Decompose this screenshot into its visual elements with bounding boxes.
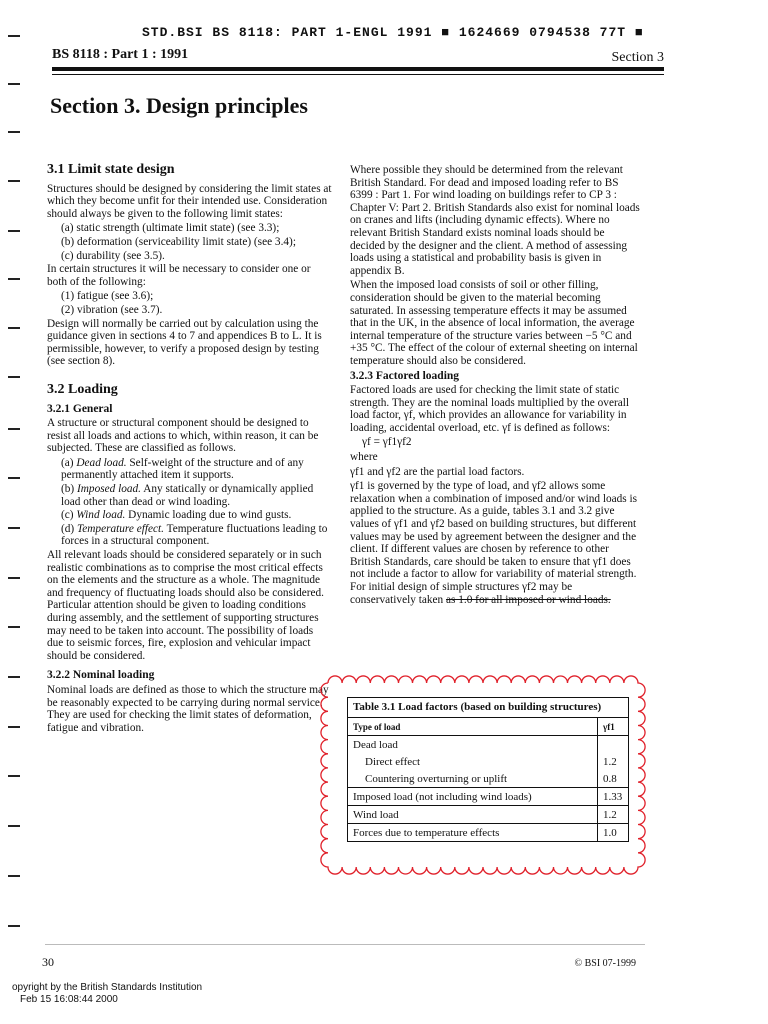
cell-type: Wind load — [348, 806, 598, 824]
table-row — [348, 824, 628, 842]
margin-mark — [8, 527, 20, 529]
copyright-notice: © BSI 07-1999 — [574, 958, 636, 969]
list-item-imposed-load — [47, 483, 332, 508]
heading-3-2: 3.2 Loading — [47, 381, 118, 397]
table-caption: Table 3.1 Load factors (based on building structures) — [348, 698, 628, 718]
list-item-wind-load — [47, 509, 332, 522]
page-number: 30 — [42, 955, 54, 969]
margin-mark — [8, 726, 20, 728]
list-label: (c) — [61, 509, 77, 522]
margin-mark — [8, 327, 20, 329]
list-item: (b) deformation (serviceability limit state) (see 3.4); — [61, 235, 296, 248]
load-factor-table — [348, 718, 628, 841]
paragraph: In certain structures it will be necessary to consider one or both of the following: — [47, 263, 311, 288]
list-label: (b) — [61, 483, 77, 496]
list-item: (a) static strength (ultimate limit state) (see 3.3); — [61, 222, 280, 235]
table-row — [348, 770, 628, 788]
cell-type: Countering overturning or uplift — [365, 772, 508, 785]
table-row — [348, 736, 628, 754]
term: Imposed load. — [77, 483, 142, 496]
header-rule — [52, 67, 664, 71]
margin-mark — [8, 278, 20, 280]
page-title: Section 3. Design principles — [50, 93, 308, 118]
column-header-type: Type of load — [353, 721, 401, 732]
cell-factor: 1.33 — [598, 788, 629, 806]
margin-mark — [8, 825, 20, 827]
margin-mark — [8, 925, 20, 927]
paragraph-text: γf1 is governed by the type of load, and γf2 allows some relaxation when a combination of imposed and/or wind loads is applied to the structure. As a guide, tables 3.1 and 3.2 give values of γf1 and γf2 based on building structures, but different values may be used by agreement between the designer and the client. If different values are chosen by reference to other British Standards, care should be taken to ensure that γf1 does not include a factor to allow for variability of material strength. For initial design of simple structures γf2 may be conservatively taken — [350, 480, 638, 606]
heading-3-2-2: 3.2.2 Nominal loading — [47, 669, 155, 682]
paragraph: Nominal loads are defined as those to which the structure may be reasonably expected to be carrying during normal service. They are used for checking the limit states of deformation, fatigue and vibration. — [47, 683, 329, 734]
copyright-line: opyright by the British Standards Institution — [12, 982, 203, 993]
margin-mark — [8, 477, 20, 479]
margin-mark — [8, 83, 20, 85]
margin-mark — [8, 230, 20, 232]
cell-type: Dead load — [348, 736, 598, 754]
column-header-factor: γf1 — [598, 718, 629, 736]
margin-mark — [8, 676, 20, 678]
margin-mark — [8, 577, 20, 579]
list-item: (c) durability (see 3.5). — [61, 249, 165, 262]
term: Dead load. — [76, 456, 127, 469]
list-text: Self-weight of the structure and of any permanently attached item it supports. — [61, 456, 304, 482]
table-row — [348, 753, 628, 770]
equation: γf = γf1γf2 — [362, 436, 412, 449]
term: Wind load. — [76, 509, 126, 522]
list-item: (2) vibration (see 3.7). — [61, 303, 163, 316]
term: Temperature effect. — [77, 522, 165, 535]
table-row — [348, 806, 628, 824]
paragraph: A structure or structural component should be designed to resist all loads and actions to which, within reason, it can be subjected. These are classified as follows. — [47, 417, 319, 455]
cell-type: Forces due to temperature effects — [348, 824, 598, 842]
cell-factor — [598, 736, 629, 754]
paragraph — [350, 480, 640, 606]
cell-type: Direct effect — [365, 755, 421, 768]
list-text: Dynamic loading due to wind gusts. — [125, 509, 292, 522]
cell-factor: 1.0 — [598, 824, 629, 842]
list-item: (1) fatigue (see 3.6); — [61, 290, 154, 303]
paragraph: γf1 and γf2 are the partial load factors. — [350, 465, 525, 478]
cell-factor: 0.8 — [598, 770, 629, 788]
paragraph: When the imposed load consists of soil or other filling, consideration should be given to the material becoming saturated. In assessing temperature effects it may be assumed that in the UK, in the absence of local information, the average internal temperature of the structure varies between −5 °C and +35 °C. The effect of the colour of external sheeting on internal temperature should also be considered. — [350, 279, 638, 367]
paragraph: Structures should be designed by considering the limit states at which they become unfit for their intended use. Consideration should always be given to the following limit states: — [47, 182, 332, 220]
margin-mark — [8, 376, 20, 378]
table-row — [348, 788, 628, 806]
paragraph: All relevant loads should be considered separately or in such realistic combinations as to comprise the most critical effects on the elements and the structure as a whole. The magnitude and frequency of fluctuating loads should also be considered. Particular attention should be given to loading conditions during assembly, and the settlement of supporting structures may need to be taken into account. The possibility of loads due to seismic forces, fire, explosion and vehicular impact should be considered. — [47, 549, 325, 662]
list-item-dead-load — [47, 457, 332, 482]
table-header-row — [348, 718, 628, 736]
paragraph: Design will normally be carried out by calculation using the guidance given in sections 4 to 7 and appendices B to L. It is permissible, however, to verify a proposed design by testing (see section 8). — [47, 317, 322, 368]
cell-type: Imposed load (not including wind loads) — [348, 788, 598, 806]
list-label: (d) — [61, 522, 77, 535]
table-3-1 — [347, 697, 629, 842]
margin-mark — [8, 775, 20, 777]
paragraph: Factored loads are used for checking the limit state of static strength. They are the nominal loads multiplied by the overall load factor, γf, which provides an allowance for variability in loading, accidental overload, etc. γf is defined as follows: — [350, 384, 630, 434]
margin-mark — [8, 180, 20, 182]
list-label: (a) — [61, 456, 77, 469]
margin-mark — [8, 428, 20, 430]
standard-number: BS 8118 : Part 1 : 1991 — [52, 47, 189, 62]
heading-3-1: 3.1 Limit state design — [47, 162, 175, 177]
list-text: Any statically or dynamically applied load other than dead or wind loading. — [61, 483, 314, 508]
margin-mark — [8, 35, 20, 37]
print-timestamp: Feb 15 16:08:44 2000 — [20, 994, 118, 1005]
margin-mark — [8, 626, 20, 628]
document-stamp: STD.BSI BS 8118: PART 1-ENGL 1991 ■ 1624669 0794538 77T ■ — [142, 25, 644, 40]
margin-mark — [8, 131, 20, 133]
footer-rule — [45, 944, 645, 945]
header-rule-thin — [52, 74, 664, 75]
paragraph: Where possible they should be determined from the relevant British Standard. For dead and imposed loading refer to BS 6399 : Part 1. For wind loading on buildings refer to CP 3 : Chapter V: Part 2. British Standards also exist for nominal loads on cranes and lifts (including dynamic effects). Where no relevant British Standard exists nominal loads should be decided by the designer and the client. A method of assessing loads using a statistical and probability basis is given in appendix B. — [350, 164, 640, 277]
cell-factor: 1.2 — [598, 806, 629, 824]
list-item-temperature-effect — [47, 523, 332, 548]
right-column — [350, 164, 640, 608]
section-label: Section 3 — [611, 50, 664, 65]
heading-3-2-1: 3.2.1 General — [47, 402, 113, 415]
paragraph: where — [350, 451, 378, 464]
left-column — [47, 164, 332, 736]
margin-mark — [8, 875, 20, 877]
cell-factor: 1.2 — [598, 753, 629, 770]
heading-3-2-3: 3.2.3 Factored loading — [350, 369, 460, 382]
list-text: Temperature fluctuations leading to forces in a structural component. — [61, 522, 328, 548]
struck-text: as 1.0 for all imposed or wind loads. — [446, 593, 611, 606]
